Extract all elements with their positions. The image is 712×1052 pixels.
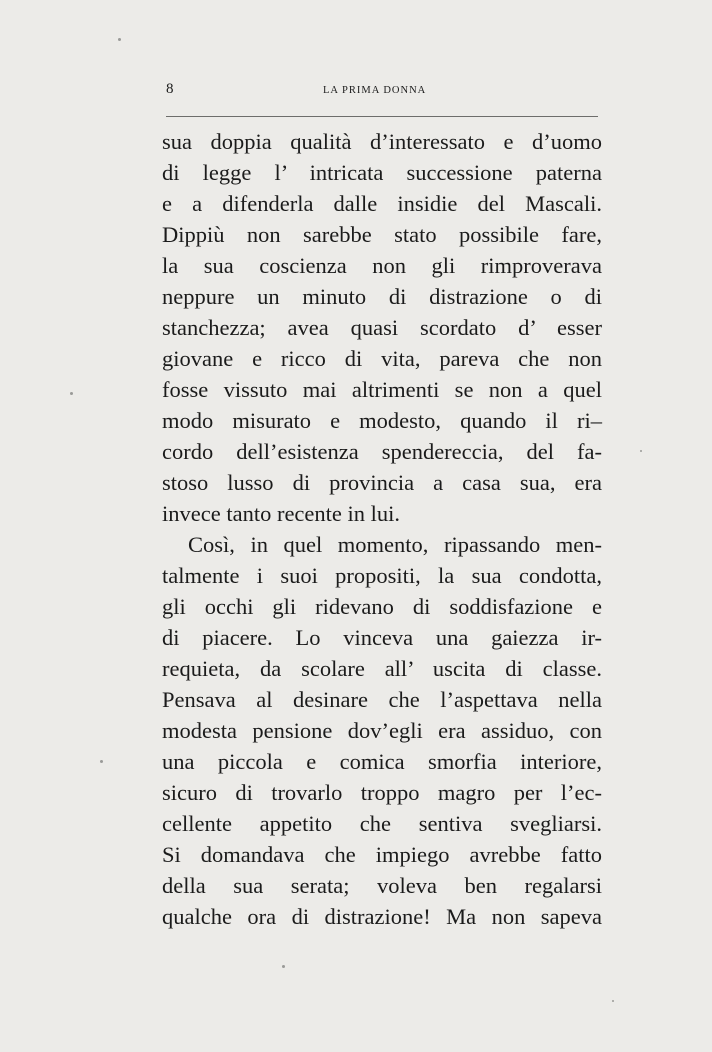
text-line: giovane e ricco di vita, pareva che non (162, 346, 602, 371)
text-line: di legge l’ intricata successione paterna (162, 160, 602, 185)
text-line: Dippiù non sarebbe stato possibile fare, (162, 222, 602, 247)
text-line: stanchezza; avea quasi scordato d’ esser (162, 315, 602, 340)
text-line: cordo dell’esistenza spendereccia, del fa- (162, 439, 602, 464)
text-line: sicuro di trovarlo troppo magro per l’ec- (162, 780, 602, 805)
text-line: modesta pensione dov’egli era assiduo, con (162, 718, 602, 743)
text-line: fosse vissuto mai altrimenti se non a quel (162, 377, 602, 402)
running-title: LA PRIMA DONNA (323, 85, 427, 96)
text-line: qualche ora di distrazione! Ma non sapeva (162, 904, 602, 929)
text-line: cellente appetito che sentiva svegliarsi. (162, 811, 602, 836)
body-text (162, 126, 602, 932)
text-line: una piccola e comica smorfia interiore, (162, 749, 602, 774)
text-line: Si domandava che impiego avrebbe fatto (162, 842, 602, 867)
text-line: gli occhi gli ridevano di soddisfazione e (162, 594, 602, 619)
text-line: talmente i suoi propositi, la sua condotta, (162, 563, 602, 588)
paper-speck (640, 450, 642, 452)
text-line: la sua coscienza non gli rimproverava (162, 253, 602, 278)
page-number: 8 (166, 81, 174, 97)
text-line: Pensava al desinare che l’aspettava nella (162, 687, 602, 712)
paper-speck (282, 965, 285, 968)
paper-speck (118, 38, 121, 41)
paper-speck (100, 760, 103, 763)
text-line: di piacere. Lo vinceva una gaiezza ir- (162, 625, 602, 650)
text-line: sua doppia qualità d’interessato e d’uomo (162, 129, 602, 154)
text-line: della sua serata; voleva ben regalarsi (162, 873, 602, 898)
text-line: requieta, da scolare all’ uscita di classe. (162, 656, 602, 681)
page-header (166, 80, 598, 100)
text-line: Così, in quel momento, ripassando men- (188, 532, 602, 557)
text-line: stoso lusso di provincia a casa sua, era (162, 470, 602, 495)
paper-speck (612, 1000, 614, 1002)
paper-speck (70, 392, 73, 395)
text-line: e a difenderla dalle insidie del Mascali. (162, 191, 602, 216)
header-rule (166, 116, 598, 117)
text-line: neppure un minuto di distrazione o di (162, 284, 602, 309)
text-line: invece tanto recente in lui. (162, 501, 401, 526)
text-line: modo misurato e modesto, quando il ri– (162, 408, 602, 433)
